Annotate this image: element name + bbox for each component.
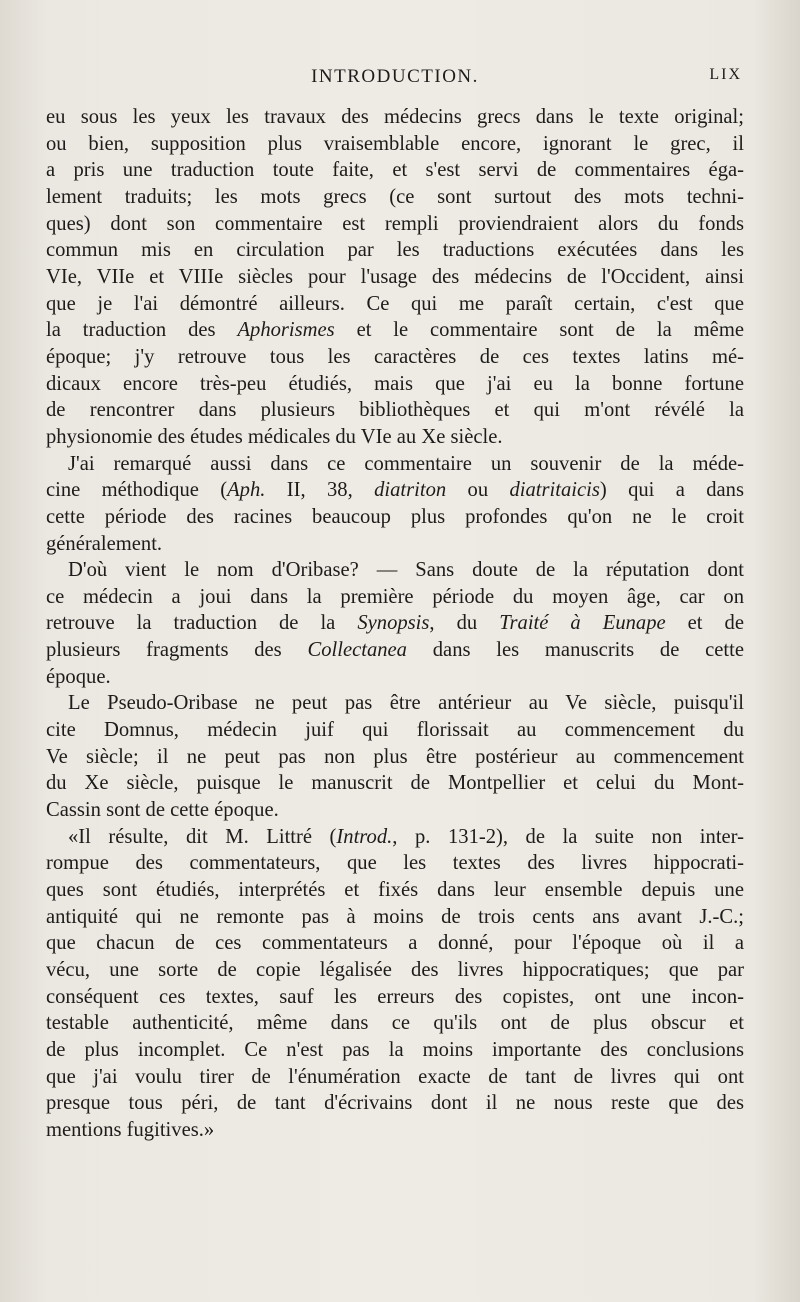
text-segment: J'ai remarqué aussi dans ce commentaire un souvenir de la méde-	[68, 452, 744, 475]
italic-text: diatritaicis	[509, 479, 600, 502]
text-segment: Le Pseudo-Oribase ne peut pas être antérieur au Ve siècle, puisqu'il	[68, 692, 744, 715]
text-line	[46, 850, 744, 877]
text-line	[46, 424, 744, 451]
text-segment: époque.	[46, 665, 111, 688]
text-segment: Cassin sont de cette époque.	[46, 799, 279, 822]
text-segment: ce médecin a joui dans la première période du moyen âge, car on	[46, 585, 744, 608]
text-line	[46, 957, 744, 984]
text-line	[46, 237, 744, 264]
text-line	[46, 264, 744, 291]
text-line	[46, 157, 744, 184]
text-line	[46, 904, 744, 931]
paragraph	[46, 104, 744, 451]
text-segment: physionomie des études médicales du VIe au Xe siècle.	[46, 425, 503, 448]
text-line	[46, 824, 744, 851]
text-line	[46, 770, 744, 797]
text-line	[46, 211, 744, 238]
text-line	[46, 104, 744, 131]
text-line	[46, 797, 744, 824]
text-segment: testable authenticité, même dans ce qu'ils ont de plus obscur et	[46, 1012, 744, 1035]
paragraph	[46, 824, 744, 1144]
text-segment: de plus incomplet. Ce n'est pas la moins importante des conclusions	[46, 1038, 744, 1061]
text-segment: VIe, VIIe et VIIIe siècles pour l'usage des médecins de l'Occident, ainsi	[46, 265, 744, 288]
text-line	[46, 504, 744, 531]
text-line	[46, 371, 744, 398]
italic-text: Aphorismes	[237, 319, 335, 342]
text-line	[46, 1117, 744, 1144]
text-segment: ques) dont son commentaire est rempli proviendraient alors du fonds	[46, 212, 744, 235]
text-segment: du Xe siècle, puisque le manuscrit de Montpellier et celui du Mont-	[46, 772, 744, 795]
text-segment: commun mis en circulation par les traductions exécutées dans les	[46, 239, 744, 262]
text-segment: mentions fugitives.»	[46, 1118, 215, 1141]
italic-text: Synopsis	[357, 612, 430, 635]
text-line	[46, 930, 744, 957]
text-segment: que j'ai voulu tirer de l'énumération exacte de tant de livres qui ont	[46, 1065, 744, 1088]
text-segment: cette période des racines beaucoup plus profondes qu'on ne le croit	[46, 505, 744, 528]
text-line	[46, 1090, 744, 1117]
text-segment: ) qui a dans	[599, 479, 744, 502]
text-line	[46, 1064, 744, 1091]
text-line	[46, 451, 744, 478]
text-line	[46, 1037, 744, 1064]
text-segment: a pris une traduction toute faite, et s'est servi de commentaires éga-	[46, 159, 744, 182]
paragraph	[46, 690, 744, 823]
italic-text: diatriton	[374, 479, 447, 502]
text-segment: , du	[429, 612, 500, 635]
text-line	[46, 584, 744, 611]
running-header	[48, 66, 742, 96]
text-line	[46, 477, 744, 504]
italic-text: Aph.	[227, 479, 266, 502]
text-line	[46, 557, 744, 584]
body-text	[46, 104, 744, 1144]
text-segment: conséquent ces textes, sauf les erreurs des copistes, ont une incon-	[46, 985, 744, 1008]
text-segment: vécu, une sorte de copie légalisée des livres hippocratiques; que par	[46, 959, 744, 981]
text-line	[46, 690, 744, 717]
text-segment: ou	[446, 479, 510, 502]
running-title: INTRODUCTION.	[311, 66, 479, 87]
text-segment: dans les manuscrits de cette	[406, 639, 744, 662]
text-segment: ques sont étudiés, interprétés et fixés dans leur ensemble depuis une	[46, 879, 744, 902]
text-line	[46, 291, 744, 318]
text-segment: que chacun de ces commentateurs a donné, pour l'époque où il a	[46, 932, 744, 955]
text-segment: ou bien, supposition plus vraisemblable encore, ignorant le grec, il	[46, 132, 744, 155]
italic-text: Traité à Eunape	[499, 612, 666, 635]
text-line	[46, 1010, 744, 1037]
text-line	[46, 344, 744, 371]
text-line	[46, 184, 744, 211]
text-line	[46, 744, 744, 771]
text-segment: , p. 131-2), de la suite non inter-	[392, 825, 744, 848]
paragraph	[46, 557, 744, 690]
text-segment: antiquité qui ne remonte pas à moins de trois cents ans avant J.-C.;	[46, 905, 744, 928]
italic-text: Collectanea	[307, 639, 407, 662]
text-segment: cite Domnus, médecin juif qui florissait au commencement du	[46, 719, 744, 742]
text-line	[46, 131, 744, 158]
text-segment: eu sous les yeux les travaux des médecins grecs dans le texte original;	[46, 106, 744, 128]
text-line	[46, 637, 744, 664]
text-segment: et de	[665, 612, 744, 635]
text-segment: II, 38,	[265, 479, 375, 502]
text-line	[46, 397, 744, 424]
text-line	[46, 877, 744, 904]
text-segment: «Il résulte, dit M. Littré (	[68, 825, 337, 848]
text-segment: lement traduits; les mots grecs (ce sont surtout des mots techni-	[46, 185, 744, 208]
text-segment: de rencontrer dans plusieurs bibliothèques et qui m'ont révélé la	[46, 399, 744, 422]
text-segment: D'où vient le nom d'Oribase? — Sans doute de la réputation dont	[68, 559, 744, 582]
text-line	[46, 531, 744, 558]
text-segment: dicaux encore très-peu étudiés, mais que j'ai eu la bonne fortune	[46, 372, 744, 395]
text-line	[46, 717, 744, 744]
text-line	[46, 984, 744, 1011]
text-segment: retrouve la traduction de la	[46, 612, 358, 635]
text-segment: Ve siècle; il ne peut pas non plus être postérieur au commencement	[46, 745, 744, 768]
paragraph	[46, 451, 744, 558]
text-segment: cine méthodique (	[46, 479, 228, 502]
text-segment: presque tous péri, de tant d'écrivains dont il ne nous reste que des	[46, 1092, 744, 1115]
italic-text: Introd.	[336, 825, 393, 848]
text-segment: généralement.	[46, 532, 163, 555]
text-segment: que je l'ai démontré ailleurs. Ce qui me paraît certain, c'est que	[46, 292, 744, 315]
text-segment: la traduction des	[46, 319, 238, 342]
text-line	[46, 664, 744, 691]
text-segment: rompue des commentateurs, que les textes des livres hippocrati-	[46, 852, 744, 875]
text-segment: époque; j'y retrouve tous les caractères de ces textes latins mé-	[46, 345, 744, 368]
page-number: LIX	[709, 66, 742, 83]
text-line	[46, 610, 744, 637]
text-segment: et le commentaire sont de la même	[334, 319, 744, 342]
text-segment: plusieurs fragments des	[46, 639, 308, 662]
text-line	[46, 317, 744, 344]
